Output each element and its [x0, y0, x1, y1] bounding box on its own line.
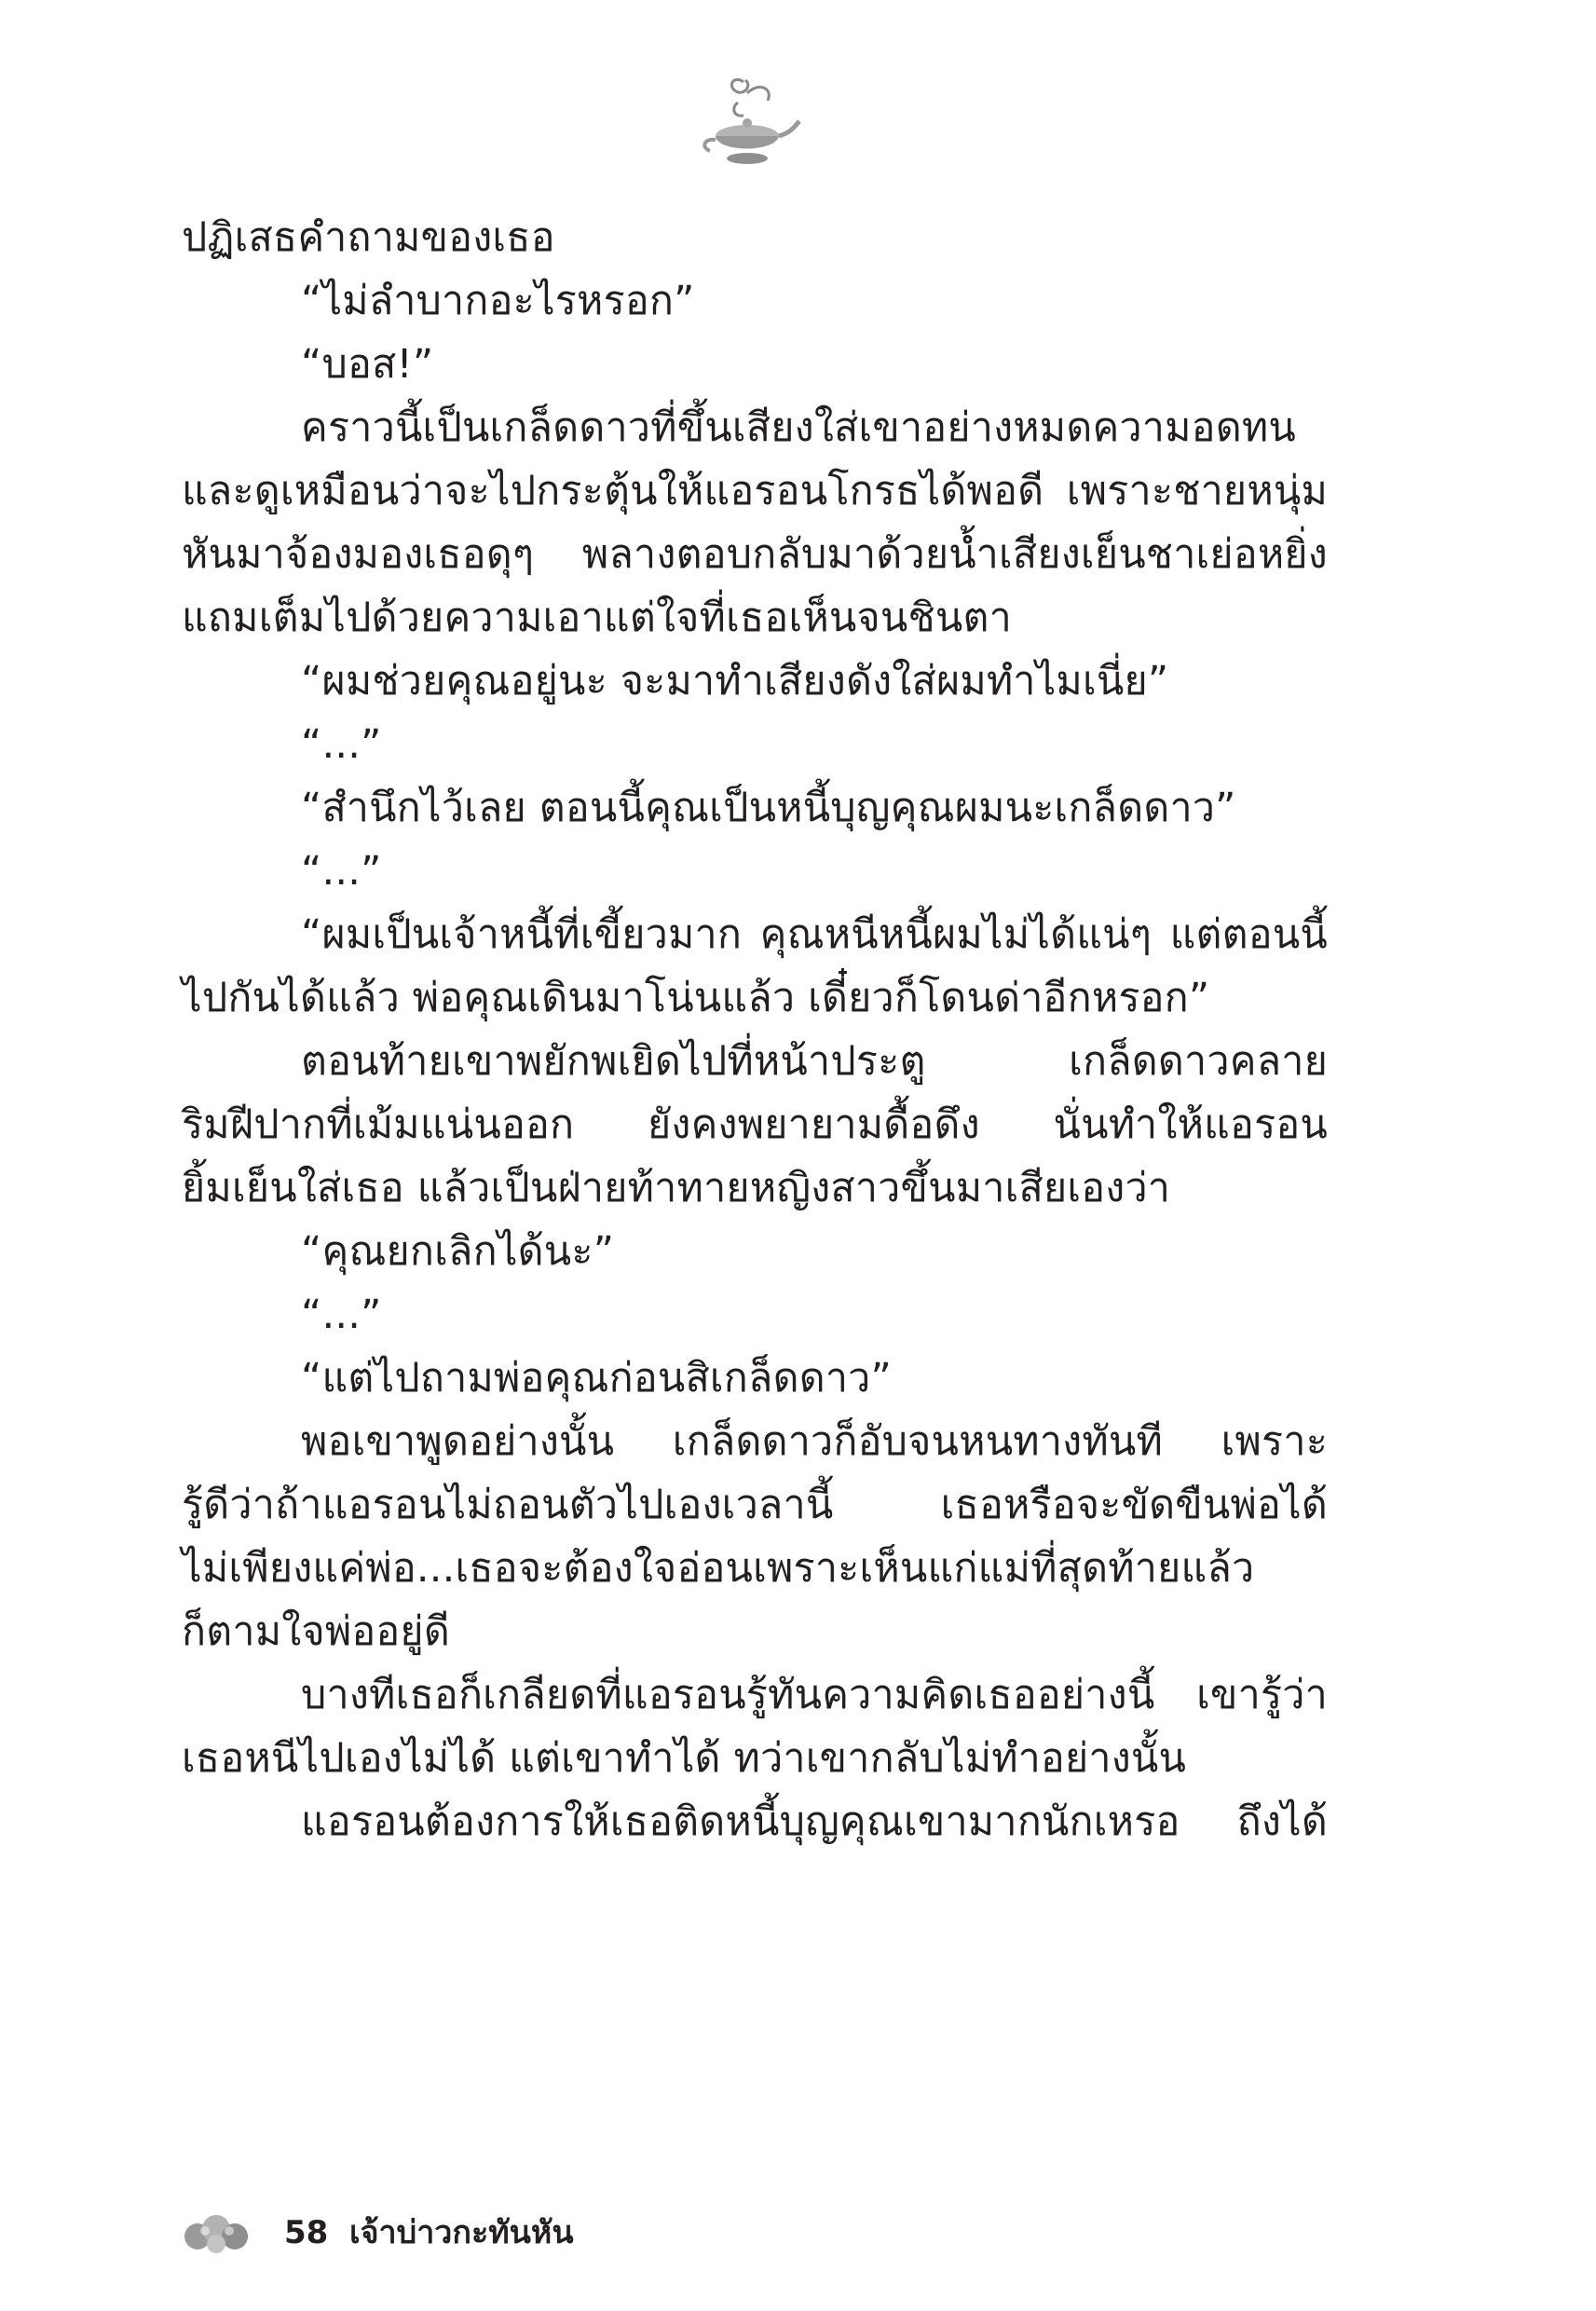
magic-lamp-icon: [689, 65, 801, 177]
text-line: “คุณยกเลิกได้นะ”: [301, 1228, 615, 1275]
text-line: “...”: [301, 848, 382, 895]
text-line: และดูเหมือนว่าจะไปกระตุ้นให้แอรอนโกรธได้พอดี เพราะชายหนุ่ม: [182, 468, 1328, 514]
text-line: รู้ดีว่าถ้าแอรอนไม่ถอนตัวไปเองเวลานี้ เธอหรือจะขัดขืนพ่อได้: [182, 1482, 1328, 1528]
text-line: ยิ้มเย็นใส่เธอ แล้วเป็นฝ่ายท้าทายหญิงสาวขึ้นมาเสียเองว่า: [182, 1165, 1171, 1211]
text-line: เธอหนีไปเองไม่ได้ แต่เขาทำได้ ทว่าเขากลับไม่ทำอย่างนั้น: [182, 1735, 1187, 1782]
text-line: ก็ตามใจพ่ออยู่ดี: [182, 1608, 450, 1655]
flower-ornament-icon: [177, 2208, 261, 2255]
text-line: ริมฝีปากที่เม้มแน่นออก ยังคงพยายามดื้อดึง นั่นทำให้แอรอน: [182, 1101, 1328, 1148]
text-line: “...”: [301, 721, 382, 768]
text-line: แถมเต็มไปด้วยความเอาแต่ใจที่เธอเห็นจนชินตา: [182, 595, 1012, 641]
text-line: “บอส!”: [301, 341, 434, 388]
text-line: “ผมเป็นเจ้าหนี้ที่เขี้ยวมาก คุณหนีหนี้ผมไม่ได้แน่ๆ แต่ตอนนี้: [301, 911, 1328, 958]
text-line: ไปกันได้แล้ว พ่อคุณเดินมาโน่นแล้ว เดี๋ยวก็โดนด่าอีกหรอก”: [182, 975, 1210, 1021]
text-line: คราวนี้เป็นเกล็ดดาวที่ขึ้นเสียงใส่เขาอย่างหมดความอดทน: [301, 404, 1296, 451]
text-line: ไม่เพียงแค่พ่อ...เธอจะต้องใจอ่อนเพราะเห็นแก่แม่ที่สุดท้ายแล้ว: [182, 1545, 1255, 1592]
book-title: เจ้าบ่าวกะทันหัน: [349, 2214, 574, 2251]
text-line: แอรอนต้องการให้เธอติดหนี้บุญคุณเขามากนักเหรอ ถึงได้: [301, 1798, 1328, 1845]
text-line: บางทีเธอก็เกลียดที่แอรอนรู้ทันความคิดเธออย่างนี้ เขารู้ว่า: [301, 1672, 1328, 1718]
text-line: “...”: [301, 1292, 382, 1338]
text-line: “ไม่ลำบากอะไรหรอก”: [301, 278, 695, 324]
text-line: หันมาจ้องมองเธอดุๆ พลางตอบกลับมาด้วยน้ำเสียงเย็นชาเย่อหยิ่ง: [182, 531, 1328, 578]
text-line: ตอนท้ายเขาพยักพเยิดไปที่หน้าประตู เกล็ดดาวคลาย: [301, 1038, 1328, 1085]
text-line: ปฏิเสธคำถามของเธอ: [182, 214, 555, 261]
text-line: “แต่ไปถามพ่อคุณก่อนสิเกล็ดดาว”: [301, 1355, 892, 1402]
text-line: พอเขาพูดอย่างนั้น เกล็ดดาวก็อับจนหนทางทันที เพราะ: [301, 1418, 1328, 1465]
page-number: 58: [284, 2214, 329, 2251]
text-line: “ผมช่วยคุณอยู่นะ จะมาทำเสียงดังใส่ผมทำไมเนี่ย”: [301, 658, 1169, 704]
text-line: “สำนึกไว้เลย ตอนนี้คุณเป็นหนี้บุญคุณผมนะเกล็ดดาว”: [301, 785, 1236, 831]
